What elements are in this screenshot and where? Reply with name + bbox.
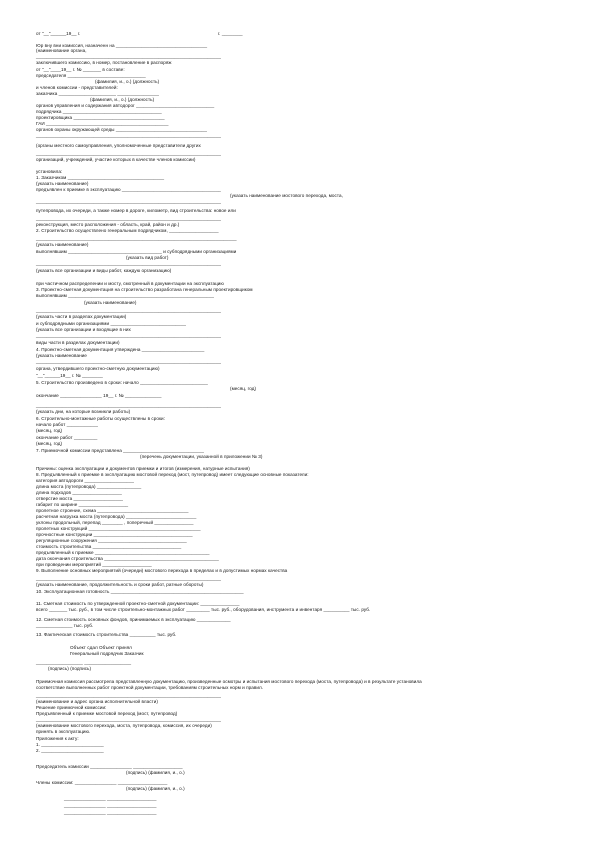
document-line: _______________________________________________________________________ bbox=[36, 54, 221, 59]
document-line: (месяц, год) bbox=[36, 428, 63, 433]
document-line: _______________________________________________________________________ bbox=[36, 693, 221, 698]
document-line: пролетное строение, схема ___________________________________ bbox=[36, 508, 189, 513]
document-line: "__"______19__ г. № ________ bbox=[36, 373, 103, 378]
document-line: 11. Сметная стоимость по утвержденной проектно-сметной документации: _______________ bbox=[36, 601, 240, 606]
document-line: (указать наименование bbox=[36, 353, 87, 358]
document-line: г. ________ bbox=[218, 31, 243, 36]
document-line: _____________________________________________________________________________ bbox=[36, 236, 237, 241]
document-line: органов управления и содержания автодорог ______________________________ bbox=[36, 103, 215, 108]
document-line: дата окончания строительства ____________________________________________ bbox=[36, 556, 219, 561]
document-line: 12. Сметная стоимость основных фондов, принимаемых в эксплуатацию _____________ bbox=[36, 617, 231, 622]
document-line: 1. Заказчиком _____________________________________ bbox=[36, 175, 165, 180]
document-line: Предъявленный к приемке мостовой переход (мост, путепровод) bbox=[36, 711, 178, 716]
document-line: Причины: оценка эксплуатации и документов приемки и итогов (измерения, натурные испытания) bbox=[36, 466, 250, 471]
document-line: (месяц, год) bbox=[230, 386, 257, 391]
document-line: заключившего комиссию, в номер, постановление в распоряж bbox=[36, 60, 172, 65]
document-line: (подпись) (фамилия, и., о.) bbox=[126, 786, 185, 791]
document-line: и субподрядными организациями _____________________________ bbox=[36, 321, 186, 326]
document-line: (указать наименование) bbox=[36, 242, 89, 247]
document-line: _______________________________________________________________________ bbox=[36, 333, 221, 338]
document-line: от "__"______19__ г. bbox=[36, 31, 81, 36]
document-line: (указать наименование) bbox=[84, 300, 137, 305]
document-line: _______________________________________________________________________ bbox=[36, 133, 221, 138]
document-line: _______________________________________________________________________ bbox=[36, 717, 221, 722]
document-line: (наименование и адрес органа исполнительной власти) bbox=[36, 699, 158, 704]
document-line: Приложения к акту: bbox=[36, 736, 79, 741]
document-line: Генеральный подрядчик Заказчик bbox=[70, 651, 144, 656]
document-line: Решение приемочной комиссии: bbox=[36, 705, 107, 710]
document-line: выполнявшим ________________________________________________________ bbox=[36, 293, 214, 298]
document-line: (фамилия, и., о.) (должность) bbox=[95, 79, 160, 84]
document-line: _______________________________________________________________________ bbox=[36, 359, 221, 364]
document-line: Члены комиссии: ________________ ___________________ bbox=[36, 780, 168, 785]
document-line: окончание работ _________ bbox=[36, 435, 98, 440]
document-line: 2. ________________________ bbox=[36, 748, 104, 753]
document-line: окончание ________________ 19__ г. № ______________ bbox=[36, 393, 162, 398]
document-line: (фамилия, и., о.) (должность) bbox=[90, 97, 155, 102]
document-line: 5. Строительство произведено в сроки: начало __________________________ bbox=[36, 380, 208, 385]
document-line: соответствие выполненных работ проектной документации, требованиям строительных норм и правил. bbox=[36, 685, 264, 690]
document-line: (указать вид работ) bbox=[126, 255, 169, 260]
document-line: 10. Эксплуатационная готовность ___________________________________________________ bbox=[36, 589, 244, 594]
document-line: органа, утвердившего проектно-сметную документацию) bbox=[36, 366, 160, 371]
document-line: ________________ ___________________ bbox=[64, 810, 157, 815]
document-line: __________________ __________________ bbox=[36, 660, 132, 665]
document-line: ______________ тыс. руб. bbox=[36, 623, 94, 628]
document-line: (наименование мостового перехода, моста, путепровода, комиссия, их очереди) bbox=[36, 723, 212, 728]
document-line: ________________ ___________________ bbox=[64, 803, 157, 808]
document-line: (указать наименование, продолжительность и сроки работ, ратные обороты) bbox=[36, 582, 204, 587]
document-line: (указать дни, на которые возникли работы) bbox=[36, 409, 131, 414]
document-line: _______________________________________________________________________ bbox=[36, 576, 221, 581]
document-line: предъявлен к приемке в эксплуатацию ______________________________________ bbox=[36, 187, 221, 192]
document-line: ГАИ _______________________________________________ bbox=[36, 121, 169, 126]
document-line: Председатель комиссии ________________ ___________________ bbox=[36, 764, 183, 769]
document-line: габарит по ширине ___________________ bbox=[36, 502, 129, 507]
document-line: установила: bbox=[36, 169, 63, 174]
document-line: (органы местного самоуправления, уполномоченные представители других bbox=[36, 143, 201, 148]
document-line: расчетная нагрузка моста (путепровода) ___________________________ bbox=[36, 514, 197, 519]
document-line: _______________________________________________________________________ bbox=[36, 403, 221, 408]
document-line: ________________ ___________________ bbox=[64, 796, 157, 801]
document-line: принять в эксплуатацию. bbox=[36, 729, 91, 734]
document-line: от "__"____19__ г. № _______ в составе: bbox=[36, 67, 125, 72]
document-line: отверстие моста ___________________ bbox=[36, 496, 124, 501]
document-line: проектировщика ___________________________________ bbox=[36, 115, 165, 120]
document-line: пролетных конструкций ___________________________________________ bbox=[36, 526, 201, 531]
document-line: (указать все организации и входящие в них bbox=[36, 327, 131, 332]
document-line: 1. ________________________ bbox=[36, 742, 104, 747]
document-line: стоимость строительства __________________________________ bbox=[36, 544, 182, 549]
document-line: (указать наименование) bbox=[36, 181, 89, 186]
document-line: предъявленный к приемке ____________________________________________ bbox=[36, 550, 210, 555]
document-line: 7. Приемочной комиссии представлена _______________________________ bbox=[36, 448, 204, 453]
document-line: 13. Фактическая стоимость строительства __________ тыс. руб. bbox=[36, 632, 177, 637]
document-line: реконструкция, место расположения - область, край, район и др.) bbox=[36, 222, 180, 227]
document-line: Объект сдал Объект принял bbox=[70, 645, 132, 650]
document-line: 3. Проектно-сметная документация на строительство разработана генеральным проектировщиком bbox=[36, 287, 253, 292]
document-line: _______________________________________________________________________ bbox=[36, 216, 221, 221]
document-line: 8. Предъявленный к приемке в эксплуатацию мостовой переход (мост, путепровод) имеет следующие основные показатели: bbox=[36, 472, 309, 477]
document-line: Приемочная комиссия рассмотрела представленную документацию, произведенные осмотры и испытания мостового перехода (моста, путепровода) и в результате установила bbox=[36, 679, 422, 684]
document-line: Юр вну вни комиссия, назначенн на ___________________________________ bbox=[36, 43, 208, 48]
document-line: 9. Выполнение основных мероприятий (очереди) мостового перехода в пределах и в допустимых нормах качества bbox=[36, 568, 288, 573]
document-line: 6. Строительно-монтажные работы осуществлены в сроки: bbox=[36, 416, 165, 421]
document-line: длина моста (путепровода) _________________ bbox=[36, 484, 142, 489]
document-line: 4. Проектно-сметная документация утверждена ________________________ bbox=[36, 347, 205, 352]
document-line: _______________________________________________________________________ bbox=[36, 151, 221, 156]
document-line: (месяц, год) bbox=[36, 441, 63, 446]
document-line: _______________________________________________________________________ bbox=[36, 199, 221, 204]
document-line: председателя ______________________________ bbox=[36, 73, 146, 78]
document-line: органов охраны окружающей среды ___________________________________ bbox=[36, 127, 208, 132]
document-line: заказчика ______________________ ________________ bbox=[36, 91, 159, 96]
document-line: подрядчика ______________________________________ bbox=[36, 109, 162, 114]
document-line: регуляционные сооружения __________________________________ bbox=[36, 538, 187, 543]
document-line: (подпись) (подпись) bbox=[48, 666, 92, 671]
document-line: при проведении мероприятий ___________________ bbox=[36, 562, 152, 567]
document-line: _______________________________________________________________________ bbox=[36, 261, 221, 266]
document-line: всего _______ тыс. руб., в том числе строительно-монтажных работ _________ тыс. руб., оборудования, инструмента и инвентаря __________ тыс. руб. bbox=[36, 607, 371, 612]
document-line: виды части в разделах документации) bbox=[36, 340, 120, 345]
document-line: при частичном распределении и мосту, смотренный в документации на эксплуатацию bbox=[36, 281, 224, 286]
document-line: (подпись) (фамилия, и., о.) bbox=[126, 770, 185, 775]
document-line: (указать все организации и виды работ, каждую организацию) bbox=[36, 268, 172, 273]
document-line: путепровода, их очереди, а также номер в дороге, километр, вид строительства: новое или bbox=[36, 208, 236, 213]
document-line: (перечень документации, указанной в приложении № 3) bbox=[140, 454, 263, 459]
document-line: длина подходов ___________________ bbox=[36, 490, 122, 495]
document-line: _______________________________________________________________________ bbox=[36, 308, 221, 313]
document-line: (указать части в разделах документации) bbox=[36, 314, 127, 319]
document-line: уклоны продольный, перепад ________ , поперечный _______________ bbox=[36, 520, 194, 525]
document-line: и членов комиссии - представителей: bbox=[36, 85, 118, 90]
document-line: 2. Строительство осуществлено генеральным подрядчиком, ___________________ bbox=[36, 228, 219, 233]
document-line: организаций, учреждений, участие которых в качестве членов комиссии) bbox=[36, 157, 196, 162]
document-line: (наименование органа, bbox=[36, 48, 87, 53]
document-line: (указать наименование мостового перехода, моста, bbox=[230, 193, 343, 198]
document-line: прочностные конструкции ______________________________________ bbox=[36, 532, 193, 537]
document-line: начало работ ____________ bbox=[36, 422, 98, 427]
document-line: выполнявшим ____________________________________ и субподрядными организациями bbox=[36, 249, 237, 254]
document-line: категория автодороги ___________________ bbox=[36, 478, 134, 483]
